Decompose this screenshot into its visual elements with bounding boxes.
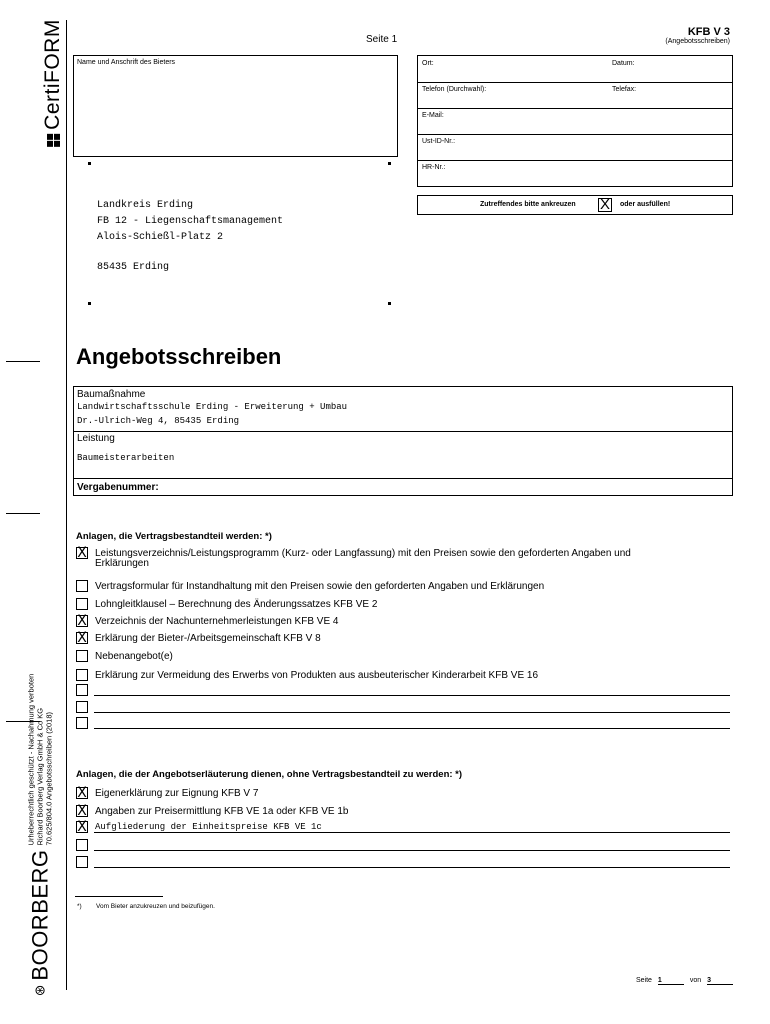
row-email[interactable] (418, 108, 732, 135)
checkbox[interactable] (76, 669, 88, 681)
checkbox-label: Erklärung der Bieter-/Arbeitsgemeinschaft KFB V 8 (95, 633, 321, 644)
checkbox[interactable] (76, 684, 88, 696)
recipient-line-3: Alois-Schießl-Platz 2 (97, 232, 224, 243)
fill-in-line[interactable] (94, 695, 730, 696)
checkbox[interactable] (76, 650, 88, 662)
leistung-field[interactable] (74, 431, 732, 479)
checkbox[interactable] (76, 717, 88, 729)
address-marker (388, 302, 391, 305)
checkbox-label: Lohngleitklausel – Berechnung des Änderungssatzes KFB VE 2 (95, 599, 378, 610)
baumassnahme-field[interactable] (74, 387, 732, 432)
ust-label: Ust-ID-Nr.: (422, 138, 456, 145)
checkbox-label: Eigenerklärung zur Eignung KFB V 7 (95, 788, 259, 799)
ort-label: Ort: (422, 60, 434, 67)
checkbox-label: Vertragsformular für Instandhaltung mit den Preisen sowie den geforderten Angaben und Erklärungen (95, 581, 545, 592)
row-ort-datum[interactable] (418, 56, 732, 83)
section1-heading: Anlagen, die Vertragsbestandteil werden: *) (76, 531, 272, 542)
telefon-label: Telefon (Durchwahl): (422, 86, 487, 93)
footnote-text: Vom Bieter anzukreuzen und beizufügen. (96, 903, 215, 910)
checkbox-label: Aufgliederung der Einheitspreise KFB VE 1c (95, 822, 322, 832)
checkbox-checked[interactable]: X (77, 819, 87, 835)
fold-mark-top (6, 361, 40, 362)
address-marker (88, 162, 91, 165)
bidder-address-label: Name und Anschrift des Bieters (77, 59, 176, 66)
footer-page-number: 1 (658, 977, 684, 985)
email-label: E-Mail: (422, 112, 444, 119)
leistung-value: Baumeisterarbeiten (77, 453, 175, 463)
row-ust[interactable] (418, 134, 732, 161)
section2-heading: Anlagen, die der Angebotserläuterung dienen, ohne Vertragsbestandteil zu werden: *) (76, 769, 463, 780)
checkbox-label: Angaben zur Preisermittlung KFB VE 1a oder KFB VE 1b (95, 806, 349, 817)
row-telefon[interactable] (418, 82, 732, 109)
recipient-address (97, 198, 283, 276)
copyright-line-2: Richard Boorberg Verlag GmbH & Co KG (35, 707, 45, 846)
fill-in-line[interactable] (94, 712, 730, 713)
fill-in-line[interactable] (94, 832, 730, 833)
row-hr[interactable] (418, 160, 732, 186)
footer-pagination (636, 977, 733, 985)
checkbox-label: Verzeichnis der Nachunternehmerleistungen KFB VE 4 (95, 616, 339, 627)
publisher-name: BOORBERG (27, 849, 52, 981)
checkbox-checked[interactable]: X (77, 613, 87, 629)
bidder-address-box[interactable] (73, 55, 398, 157)
hint-box (417, 195, 733, 215)
hint-text-after: oder ausfüllen! (620, 201, 671, 208)
address-marker (88, 302, 91, 305)
grid-icon (47, 134, 60, 147)
checkbox-checked[interactable]: X (77, 803, 87, 819)
fill-in-line[interactable] (94, 867, 730, 868)
hint-check-icon: X (599, 196, 610, 213)
publisher-seal-icon: ⊛ (31, 984, 48, 997)
address-marker (388, 162, 391, 165)
checkbox-label: Nebenangebot(e) (95, 651, 173, 662)
recipient-line-1: Landkreis Erding (97, 200, 194, 211)
footer-total-pages: 3 (707, 977, 733, 985)
checkbox-label-continuation: Erklärungen (95, 558, 149, 569)
checkbox-checked[interactable]: X (77, 545, 87, 561)
hint-text-before: Zutreffendes bitte ankreuzen (480, 201, 576, 208)
checkbox-label: Leistungsverzeichnis/Leistungsprogramm (Kurz- oder Langfassung) mit den Preisen sowie den geforderten Angaben und (95, 548, 631, 559)
baumassnahme-line-2: Dr.-Ulrich-Weg 4, 85435 Erding (77, 416, 240, 426)
checkbox[interactable] (76, 701, 88, 713)
leistung-label: Leistung (77, 433, 115, 444)
recipient-line-4: 85435 Erding (97, 262, 170, 273)
form-code: KFB V 3 (687, 26, 730, 38)
footer-von-label: von (689, 977, 702, 984)
page-label: Seite 1 (366, 34, 398, 45)
checkbox-checked[interactable]: X (77, 785, 87, 801)
footnote-rule (75, 896, 163, 897)
page-title: Angebotsschreiben (76, 344, 282, 369)
project-box (73, 386, 733, 496)
checkbox[interactable] (76, 839, 88, 851)
checkbox-checked[interactable]: X (77, 630, 87, 646)
datum-label: Datum: (612, 60, 635, 67)
fill-in-line[interactable] (94, 850, 730, 851)
certiform-logo: CertiFORM (38, 28, 68, 138)
copyright-line-1: Urheberrechtlich geschützt - Nachahmung verboten (26, 673, 36, 846)
punch-mark (6, 513, 40, 514)
baumassnahme-label: Baumaßnahme (77, 389, 146, 400)
telefax-label: Telefax: (612, 86, 637, 93)
checkbox-label: Erklärung zur Vermeidung des Erwerbs von Produkten aus ausbeuterischer Kinderarbeit KFB VE 16 (95, 670, 539, 681)
vergabenummer-label[interactable]: Vergabenummer: (77, 482, 159, 493)
hr-label: HR-Nr.: (422, 164, 446, 171)
baumassnahme-line-1: Landwirtschaftsschule Erding - Erweiterung + Umbau (77, 402, 348, 412)
fill-in-line[interactable] (94, 728, 730, 729)
footnote-mark: *) (77, 903, 82, 910)
form-reference: 70.625/804.0 Angebotsschreiben (2018) (44, 712, 54, 846)
checkbox[interactable] (76, 580, 88, 592)
checkbox[interactable] (76, 856, 88, 868)
checkbox[interactable] (76, 598, 88, 610)
recipient-line-2: FB 12 - Liegenschaftsmanagement (97, 216, 284, 227)
footer-seite-label: Seite (636, 977, 652, 984)
contact-fields-box (417, 55, 733, 187)
publisher-block (10, 673, 70, 997)
form-subtitle: (Angebotsschreiben) (665, 38, 730, 45)
